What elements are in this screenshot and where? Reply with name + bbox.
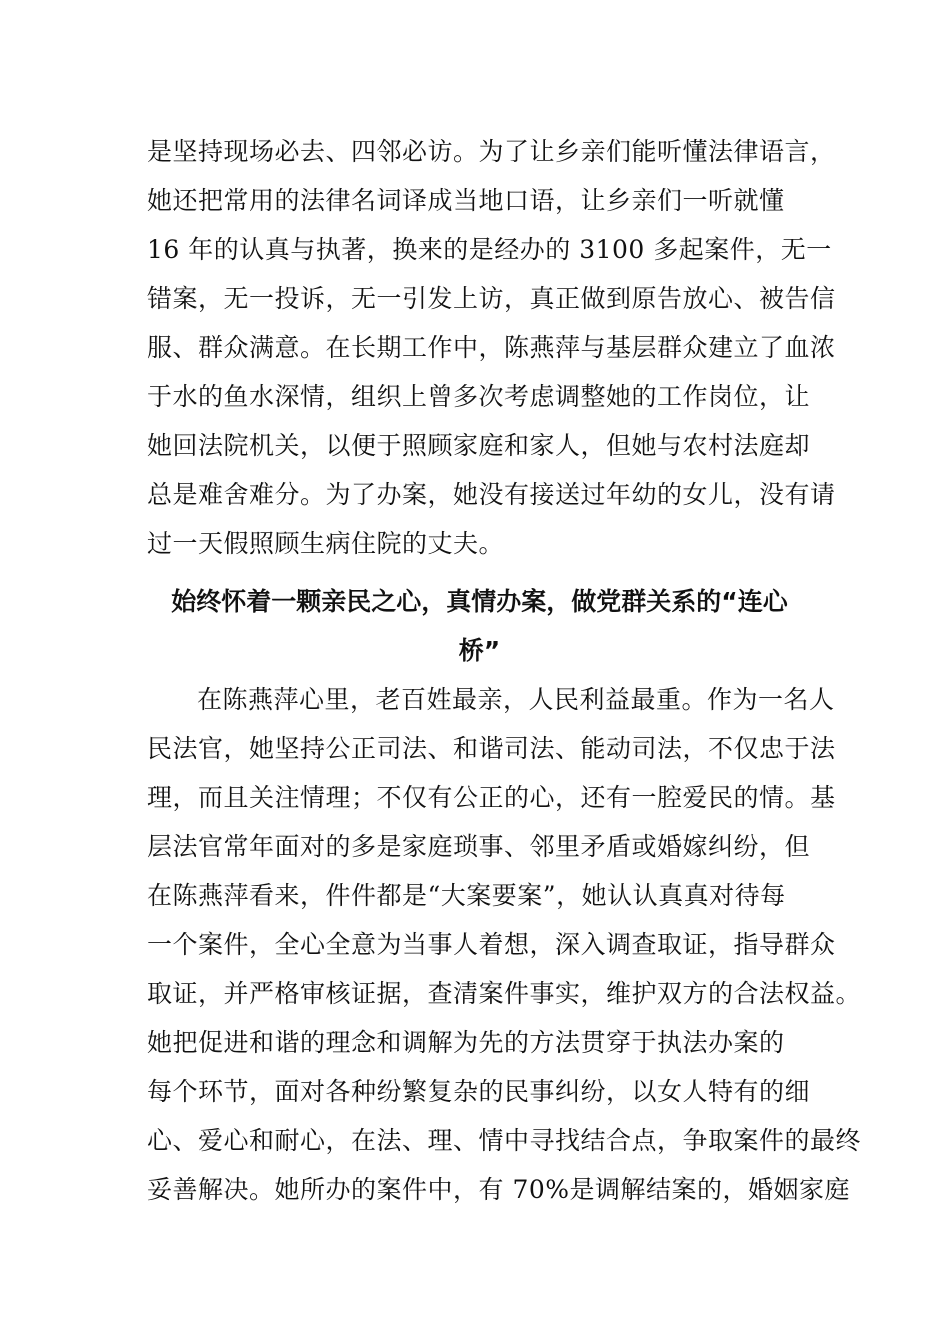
- paragraph-line: 理，而且关注情理；不仅有公正的心，还有一腔爱民的情。基: [147, 783, 836, 812]
- paragraph-line: 每个环节，面对各种纷繁复杂的民事纠纷，以女人特有的细: [147, 1077, 811, 1106]
- paragraph-line: 总是难舍难分。为了办案，她没有接送过年幼的女儿，没有请: [147, 480, 836, 509]
- paragraph-line: 16 年的认真与执著，换来的是经办的 3100 多起案件，无一: [147, 235, 832, 264]
- paragraph-line: 过一天假照顾生病住院的丈夫。: [147, 529, 505, 558]
- section-heading: [147, 577, 812, 675]
- paragraph-1: [147, 127, 836, 568]
- paragraph-line: 她回法院机关，以便于照顾家庭和家人，但她与农村法庭却: [147, 431, 811, 460]
- paragraph-line: 民法官，她坚持公正司法、和谐司法、能动司法，不仅忠于法: [147, 734, 836, 763]
- paragraph-line: 错案，无一投诉，无一引发上访，真正做到原告放心、被告信: [147, 284, 836, 313]
- paragraph-line: 一个案件，全心全意为当事人着想，深入调查取证，指导群众: [147, 930, 836, 959]
- paragraph-line: 取证，并严格审核证据，查清案件事实，维护双方的合法权益。: [147, 979, 862, 1008]
- paragraph-2: [147, 675, 862, 1214]
- paragraph-line: 妥善解决。她所办的案件中，有 70%是调解结案的，婚姻家庭: [147, 1175, 851, 1204]
- paragraph-line: 在陈燕萍看来，件件都是“大案要案”，她认认真真对待每: [147, 881, 786, 910]
- paragraph-line: 她把促进和谐的理念和调解为先的方法贯穿于执法办案的: [147, 1028, 785, 1057]
- paragraph-line: 是坚持现场必去、四邻必访。为了让乡亲们能听懂法律语言，: [147, 137, 836, 166]
- paragraph-line: 服、群众满意。在长期工作中，陈燕萍与基层群众建立了血浓: [147, 333, 836, 362]
- heading-line: 桥”: [458, 636, 501, 665]
- paragraph-line: 在陈燕萍心里，老百姓最亲，人民利益最重。作为一名人: [197, 685, 835, 714]
- paragraph-line: 于水的鱼水深情，组织上曾多次考虑调整她的工作岗位，让: [147, 382, 811, 411]
- paragraph-line: 心、爱心和耐心，在法、理、情中寻找结合点，争取案件的最终: [147, 1126, 862, 1155]
- paragraph-line: 她还把常用的法律名词译成当地口语，让乡亲们一听就懂: [147, 186, 785, 215]
- heading-line: 始终怀着一颗亲民之心，真情办案，做党群关系的“连心: [171, 587, 788, 616]
- paragraph-line: 层法官常年面对的多是家庭琐事、邻里矛盾或婚嫁纠纷，但: [147, 832, 811, 861]
